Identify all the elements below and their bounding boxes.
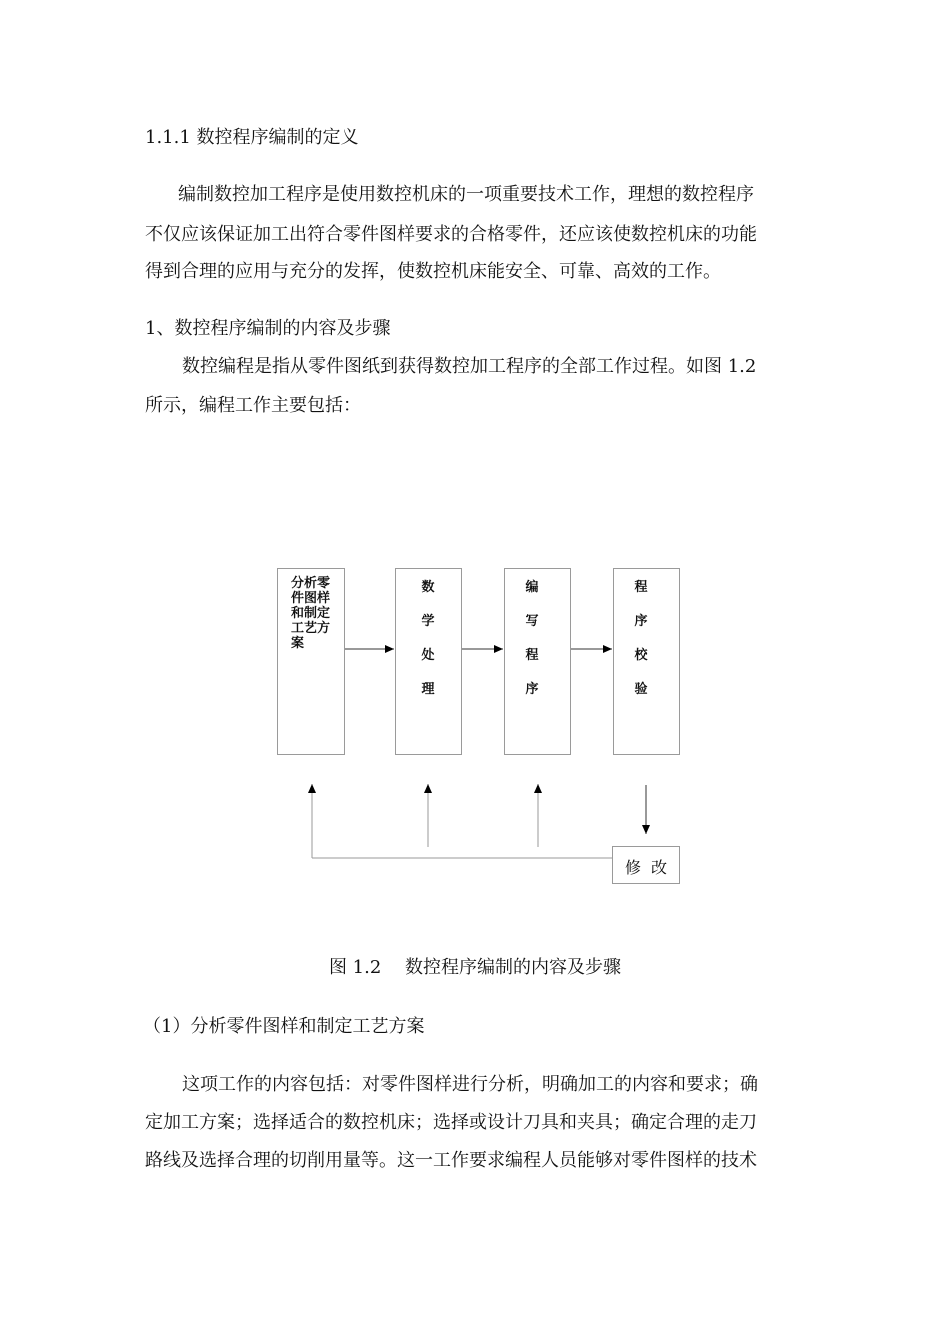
modify-box — [612, 846, 680, 884]
step-char: 学 — [421, 614, 435, 629]
step-char: 编 — [525, 580, 539, 595]
figure-caption: 图 1.2 数控程序编制的内容及步骤 — [328, 957, 622, 978]
paragraph-line: 这项工作的内容包括：对零件图样进行分析，明确加工的内容和要求；确 — [182, 1074, 758, 1095]
paragraph-line: 数控编程是指从零件图纸到获得数控加工程序的全部工作过程。如图 1.2 — [182, 356, 757, 377]
step-char: 序 — [525, 682, 539, 697]
process-flow-diagram — [260, 555, 700, 900]
paragraph-line: 得到合理的应用与充分的发挥，使数控机床能安全、可靠、高效的工作。 — [145, 261, 721, 282]
step-label — [418, 571, 438, 707]
step-box-analyze — [277, 568, 345, 755]
paragraph-line: 编制数控加工程序是使用数控机床的一项重要技术工作，理想的数控程序 — [178, 184, 754, 205]
subheading: 1、数控程序编制的内容及步骤 — [145, 318, 391, 339]
step-box-math — [395, 568, 462, 755]
subheading: （1）分析零件图样和制定工艺方案 — [143, 1016, 425, 1037]
step-char: 程 — [525, 648, 539, 663]
paragraph-line: 定加工方案；选择适合的数控机床；选择或设计刀具和夹具；确定合理的走刀 — [145, 1112, 757, 1133]
step-char: 程 — [634, 580, 648, 595]
step-box-verify — [613, 568, 680, 755]
modify-label: 修改 — [625, 858, 678, 877]
step-char: 验 — [634, 682, 648, 697]
paragraph-line: 所示，编程工作主要包括： — [145, 395, 361, 416]
step-char: 校 — [634, 648, 648, 663]
step-char: 写 — [525, 614, 539, 629]
step-label — [522, 571, 542, 707]
paragraph-line: 不仅应该保证加工出符合零件图样要求的合格零件，还应该使数控机床的功能 — [145, 224, 757, 245]
paragraph-line: 路线及选择合理的切削用量等。这一工作要求编程人员能够对零件图样的技术 — [145, 1150, 757, 1171]
step-box-write — [504, 568, 571, 755]
section-heading: 1.1.1 数控程序编制的定义 — [145, 127, 359, 148]
step-label: 分析零 件图样 和制定 工艺方 案 — [291, 576, 331, 651]
step-char: 数 — [421, 580, 435, 595]
step-label — [631, 571, 651, 707]
step-char: 处 — [421, 648, 435, 663]
step-char: 理 — [421, 682, 435, 697]
step-char: 序 — [634, 614, 648, 629]
